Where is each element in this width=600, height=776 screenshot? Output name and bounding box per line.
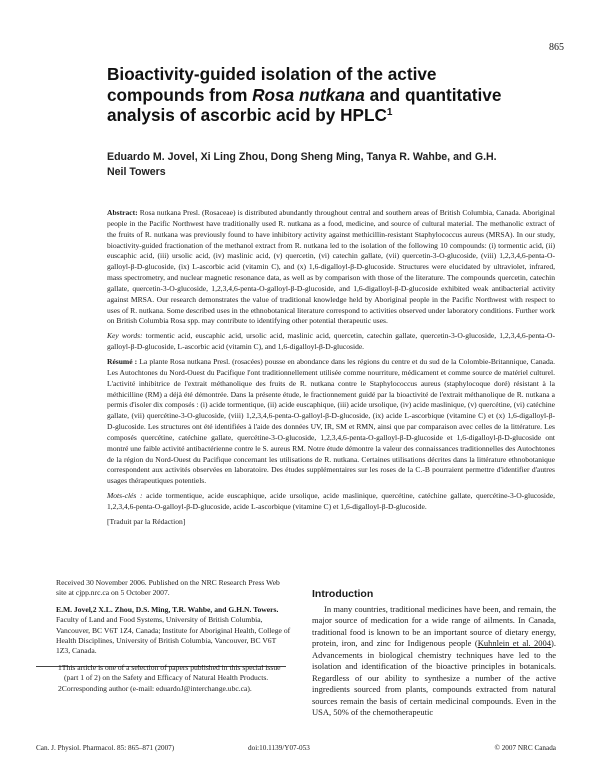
article-title [107, 64, 507, 126]
translation-note: [Traduit par la Rédaction] [107, 516, 186, 526]
footnote-2: 2Corresponding author (e-mail: eduardoJ@interchange.ubc.ca). [58, 683, 252, 693]
copyright: © 2007 NRC Canada [494, 744, 556, 752]
page-number: 865 [549, 42, 564, 53]
keywords-text: tormentic acid, euscaphic acid, ursolic acid, maslinic acid, quercetin, catechin gallate, quercetin-3-O-glucoside, 1,2,3,4,6-penta-O-galloyl-β-D-glucoside, L-ascorbic acid (vitamin C), and 1,6-digalloyl-β-D-glucoside. [107, 331, 556, 352]
doi: doi:10.1139/Y07-053 [248, 744, 310, 752]
resume-text: La plante Rosa nutkana Presl. (rosacées) pousse en abondance dans les régions du centre et du sud de la Colombie-Britannique, Canada. Les Autochtones du Nord-Ouest du Pacifique l'ont traditionnellement utilisée comme nourriture, médicament et comme source de matériel culturel. L'activité inhibitrice de l'extrait méthanolique des fruits de R. nutkana contre le Staphylococcus aureus (staphylocoque doré) résistant à la méthicilline (RM) a déjà été démontrée. Dans la présente étude, le fractionnement guidé par la bioactivité de l'extrait méthanolique de R. nutkana a permis d'isoler dix composés : (i) acide tormentique, (ii) acide euscaphique, (iii) acide ursolique, (iv) acide maslinique, (v) quercétine, (vi) catéchine gallate, (vii) quercétine-3-O-glucoside, (viii) 1,2,3,4,6-penta-O-galloyl-β-D-glucoside, (ix) acide L-ascorbique (vitamine C) et (x) 1,6-digalloyl-β-D-glucoside. Les structures ont été identifiées à l'aide des données UV, IR, SM et RMN, ainsi que par comparaison avec celles de la littérature. Les composés quercétine, catéchine gallate, quercétine-3-O-glucoside, 1,2,3,4,6-penta-O-galloyl-β-D-glucoside et 1,6-digalloyl-β-D-glucoside ont montré une faible activité antibactérienne contre le S. aureus RM. Notre étude démontre la valeur des connaissances traditionnelles des Autochtones de la région du Nord-Ouest du Pacifique concernant les utilisations de R. nutkana. Certaines utilisations décrites dans la littérature ethnobotanique correspondent aux activités observées en laboratoire. Des études supplémentaires sur les roses de la C.-B pourraient permettre d'identifier d'autres usages thérapeutiques potentiels. [107, 356, 555, 486]
footnote-1: 1This article is one of a selection of papers published in this special issue (part 1 of 2) on the Safety and Efficacy of Natural Health Products. [58, 662, 281, 683]
title-part-1: Bioactivity-guided isolation of the active compounds from [107, 64, 437, 105]
abstract-text: Rosa nutkana Presl. (Rosaceae) is distributed abundantly throughout central and southern areas of British Columbia, Canada. Aboriginal people in the Pacific Northwest have traditionally used R. nutkana as a food, medicine, and source of cultural material. The methanolic extract of the fruits of R. nutkana was previously found to have inhibitory activity against methicillin-resistant Staphylococcus aureus (MRSA). In our study, bioactivity-guided fractionation of the methanol extract from R. nutkana led to the isolation of the following 10 compounds: (i) tormentic acid, (ii) euscaphic acid, (iii) ursolic acid, (iv) maslinic acid, (v) quercetin, (vi) catechin gallate, (vii) quercetin-3-O-glucoside, (viii) 1,2,3,4,6-penta-O-galloyl-β-D-glucoside, (ix) L-ascorbic acid (vitamin C), and (x) 1,6-digalloyl-β-D-glucoside. Structures were elucidated by ultraviolet, infrared, mass spectrometry, and nuclear magnetic resonance data, as well as by comparison with those of the literature. The compounds quercetin, catechin gallate, quercetin-3-O-glucoside, 1,2,3,4,6-penta-O-galloyl-β-D-glucoside, and 1,6-digalloyl-β-D-glucoside exhibited weak antibacterial activity against MRSA. Our research demonstrates the value of traditional knowledge held by Aboriginal people in the Pacific Northwest with respect to uses of R. nutkana. Some described uses in the ethnobotanical literature correspond to activities observed under laboratory conditions. Further work on British Columbia Rosa spp. may contribute to identifying other potential therapeutic uses. [107, 208, 555, 326]
introduction-text [312, 604, 556, 719]
motscles-text: acide tormentique, acide euscaphique, acide ursolique, acide maslinique, quercétine, catéchine gallate, quercétine-3-O-glucoside, 1,2,3,4,6-penta-O-galloyl-β-D-glucoside, acide L-ascorbique (vitamine C) et 1,6-digalloyl-β-D-glucoside. [107, 491, 556, 511]
resume-paragraph [107, 357, 555, 487]
abstract-block [107, 208, 555, 532]
motscles-label: Mots-clés : [107, 491, 143, 501]
resume-label: Résumé : [107, 356, 138, 366]
motscles-paragraph [107, 491, 555, 513]
keywords-paragraph [107, 331, 555, 353]
affiliation-text: Faculty of Land and Food Systems, University of British Columbia, Vancouver, BC V6T 1Z4, Canada; Institute for Aboriginal Health, College of Health Disciplines, University of British Columbia, Vancouver, BC V6T 1Z3, Canada. [56, 615, 291, 656]
affiliation-names: E.M. Jovel,2 X.L. Zhou, D.S. Ming, T.R. Wahbe, and G.H.N. Towers. [56, 604, 279, 614]
keywords-label: Key words: [107, 331, 143, 341]
intro-text-before: In many countries, traditional medicines have been, and remain, the major source of medication for a wide range of ailments. In Canada, traditional food is known to be an important source of dietary energy, protein, iron, and zinc for Indigenous people ( [312, 604, 556, 649]
article-notes [56, 578, 292, 694]
affiliation-note [56, 605, 292, 657]
title-species: Rosa nutkana [252, 84, 365, 105]
introduction-heading: Introduction [312, 588, 374, 600]
abstract-paragraph [107, 208, 555, 327]
author-list: Eduardo M. Jovel, Xi Ling Zhou, Dong Sheng Ming, Tanya R. Wahbe, and G.H. Neil Towers [107, 151, 497, 178]
title-part-2: and quantitative analysis of ascorbic acid by HPLC [107, 84, 502, 125]
journal-citation: Can. J. Physiol. Pharmacol. 85: 865–871 (2007) [36, 744, 175, 752]
citation-link[interactable]: Kuhnlein et al. 2004 [477, 638, 552, 649]
title-footnote-mark: 1 [386, 107, 393, 118]
intro-text-after: ). Advancements in biological chemistry techniques have led to the isolation and identification of the bioactive principles in botanicals. Regardless of our ability to synthesize a number of the active ingredients sourced from plants, compounds extracted from natural sources remain the basis of certain medicinal compounds. Even in the USA, 50% of the chemotherapeutic [312, 638, 556, 718]
abstract-label: Abstract: [107, 208, 138, 217]
received-note: Received 30 November 2006. Published on the NRC Research Press Web site at cjpp.nrc.ca on 5 October 2007. [56, 578, 280, 598]
